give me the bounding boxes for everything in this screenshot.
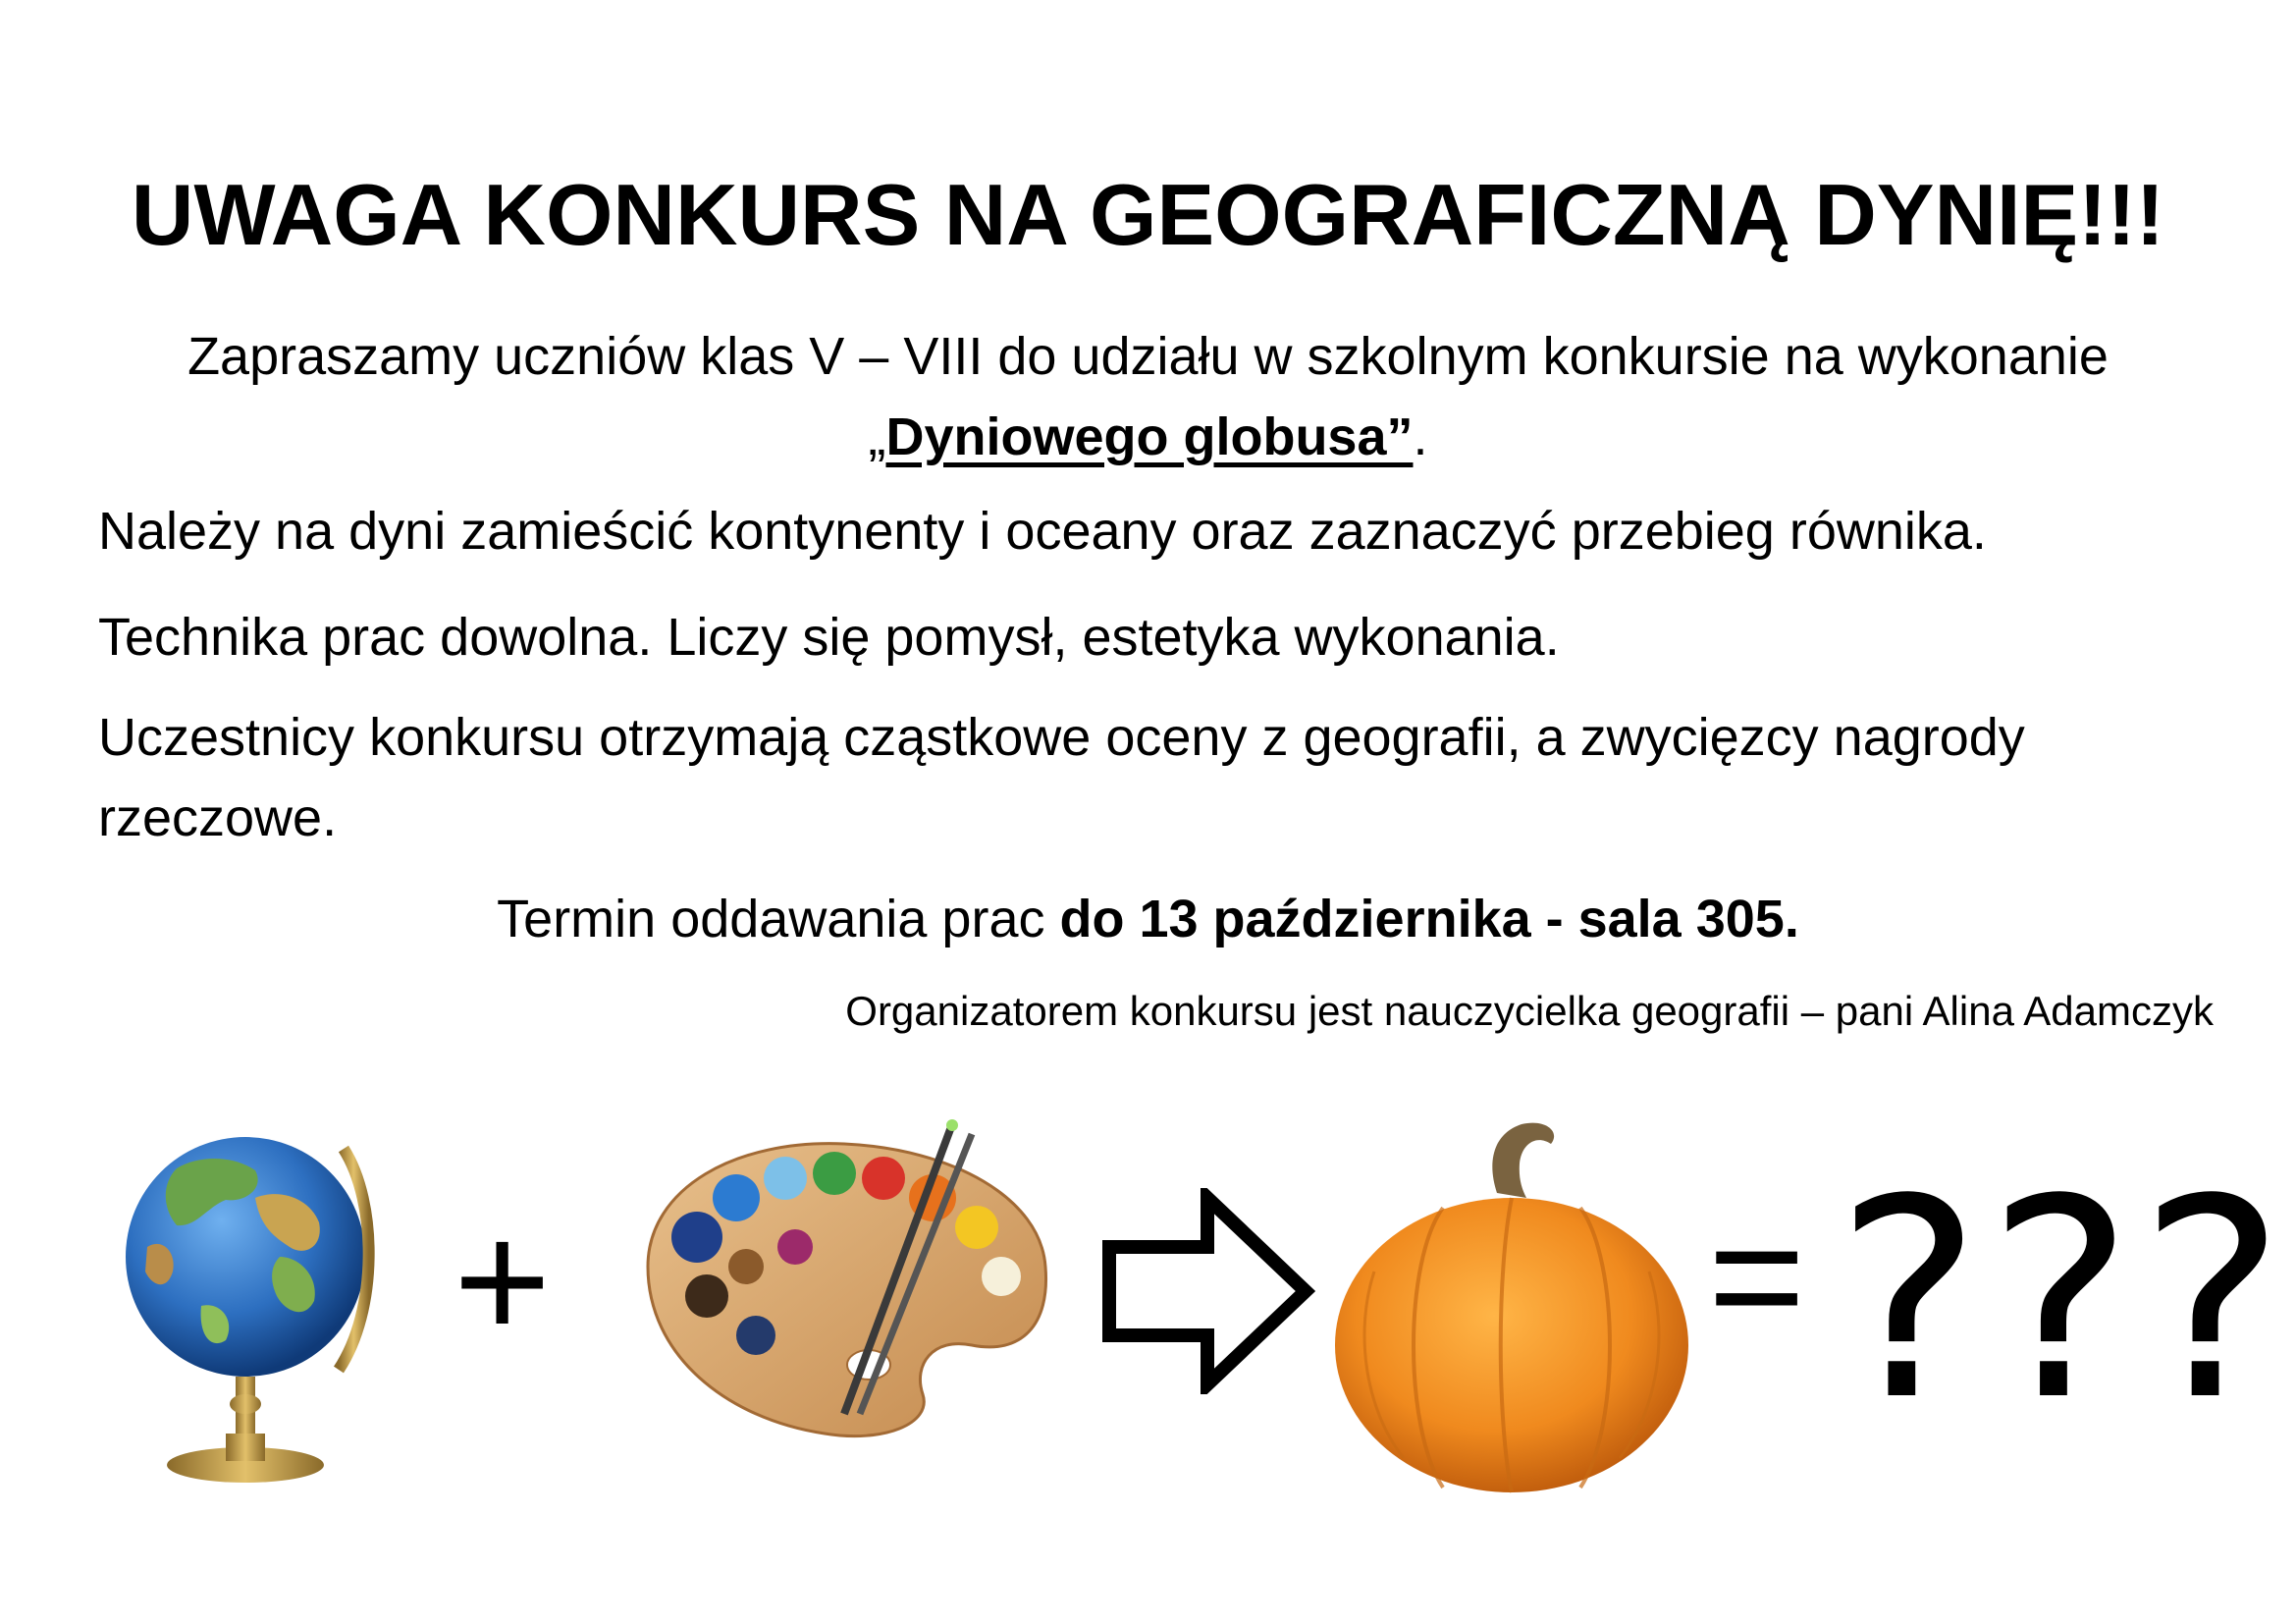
paragraph-rewards: Uczestnicy konkursu otrzymają cząstkowe oceny z geografii, a zwycięzcy nagrody rzeczowe. xyxy=(98,708,2025,847)
question-marks: ??? xyxy=(1836,1141,2291,1461)
intro-line: Zapraszamy uczniów klas V – VIII do udziału w szkolnym konkursie na wykonanie xyxy=(187,327,2109,386)
paragraph-technique: Technika prac dowolna. Liczy się pomysł, estetyka wykonania. xyxy=(98,608,1560,667)
intro-quote-open: „ xyxy=(868,407,886,466)
equals-sign: = xyxy=(1708,1183,1806,1370)
intro-highlight: Dyniowego globusa” xyxy=(885,407,1414,466)
paragraph-requirements: Należy na dyni zamieścić kontynenty i oceany oraz zaznaczyć przebieg równika. xyxy=(98,502,1987,561)
right-arrow-icon xyxy=(1099,1188,1315,1394)
deadline-prefix: Termin oddawania prac xyxy=(497,890,1060,948)
deadline-date: do 13 października - sala 305. xyxy=(1059,890,1799,948)
poster-title: UWAGA KONKURS NA GEOGRAFICZNĄ DYNIĘ!!! xyxy=(131,166,2165,263)
deadline-line xyxy=(0,879,2296,959)
intro-text xyxy=(98,316,2198,477)
paint-palette-icon xyxy=(628,1119,1060,1453)
globe-icon xyxy=(108,1110,393,1492)
plus-sign: + xyxy=(454,1188,552,1375)
organizer-note: Organizatorem konkursu jest nauczycielka geografii – pani Alina Adamczyk xyxy=(845,988,2214,1034)
intro-period: . xyxy=(1413,407,1428,466)
pumpkin-icon xyxy=(1325,1105,1698,1497)
